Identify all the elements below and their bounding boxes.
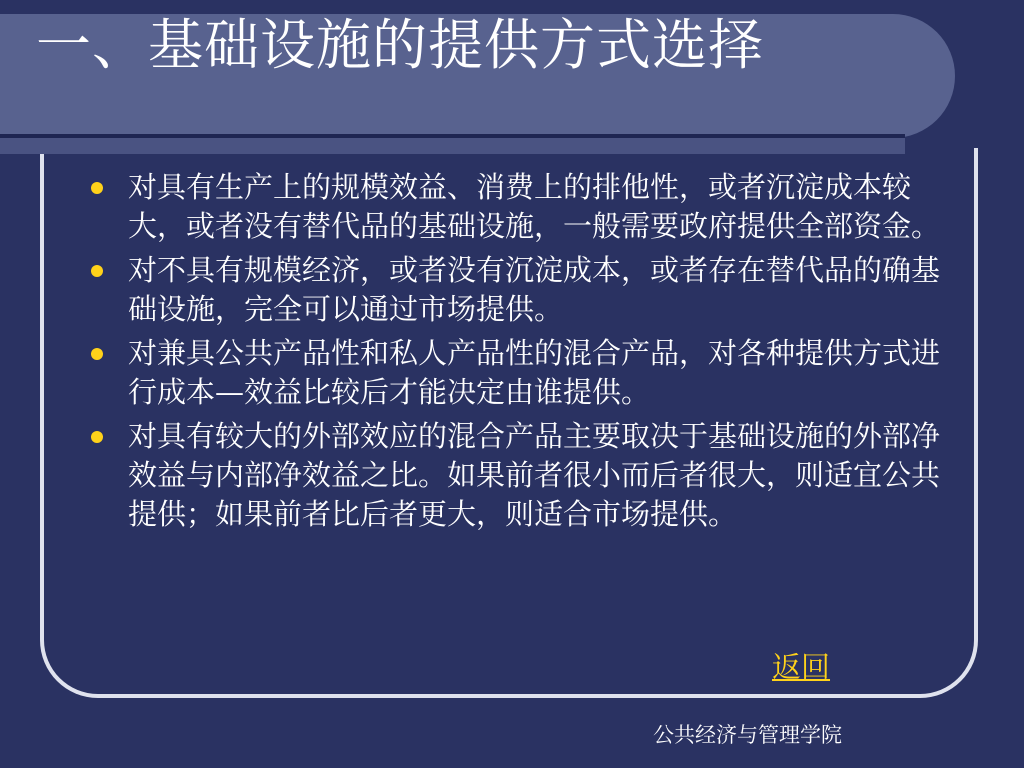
footer-institution: 公共经济与管理学院: [653, 723, 842, 747]
bullet-dot-icon: [91, 182, 103, 194]
bullet-item: [86, 334, 952, 412]
title-stripe: [0, 138, 905, 154]
bullet-text: 对不具有规模经济，或者没有沉淀成本，或者存在替代品的确基础设施，完全可以通过市场提供。: [128, 253, 941, 326]
back-link[interactable]: 返回: [772, 650, 831, 684]
bullet-dot-icon: [91, 348, 103, 360]
bullet-list: [86, 168, 952, 539]
bullet-text: 对具有较大的外部效应的混合产品主要取决于基础设施的外部净效益与内部净效益之比。如果前者很小而后者很大，则适宜公共提供；如果前者比后者更大，则适合市场提供。: [128, 419, 941, 531]
bullet-text: 对兼具公共产品性和私人产品性的混合产品，对各种提供方式进行成本—效益比较后才能决定由谁提供。: [128, 336, 941, 409]
slide-title: 一、基础设施的提供方式选择: [36, 13, 765, 77]
bullet-dot-icon: [91, 265, 103, 277]
bullet-item: [86, 251, 952, 329]
bullet-item: [86, 417, 952, 534]
bullet-item: [86, 168, 952, 246]
bullet-dot-icon: [91, 431, 103, 443]
bullet-text: 对具有生产上的规模效益、消费上的排他性，或者沉淀成本较大，或者没有替代品的基础设施，一般需要政府提供全部资金。: [128, 170, 941, 243]
